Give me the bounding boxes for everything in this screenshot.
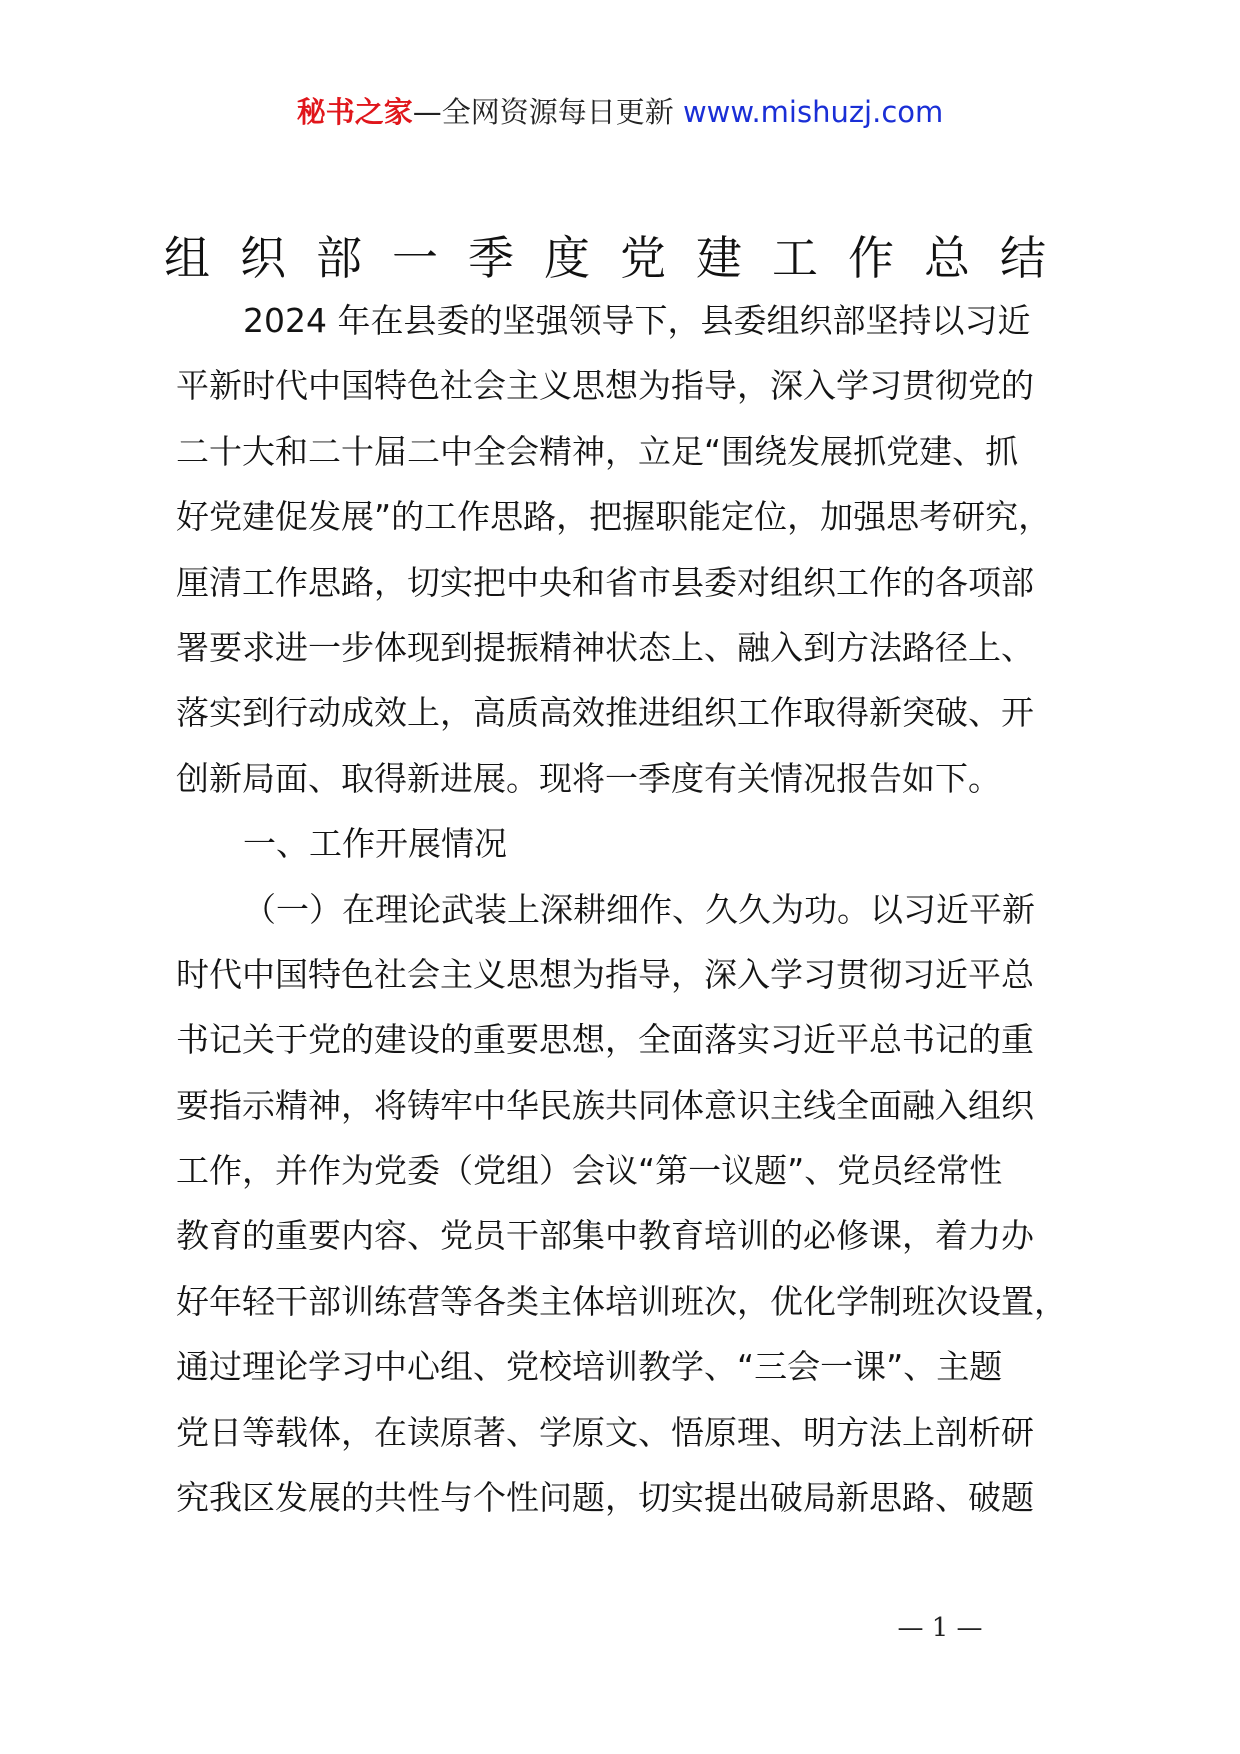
- body-line: 二十大和二十届二中全会精神，立足“围绕发展抓党建、抓: [176, 431, 1019, 471]
- body-line: 落实到行动成效上，高质高效推进组织工作取得新突破、开: [176, 693, 1034, 733]
- brand-name: 秘书之家: [296, 95, 413, 129]
- body-line: 工作，并作为党委（党组）会议“第一议题”、党员经常性: [176, 1151, 1003, 1191]
- body-line: 通过理论学习中心组、党校培训教学、“三会一课”、主题: [176, 1347, 1003, 1387]
- body-line: 2024 年在县委的坚强领导下，县委组织部坚持以习近: [243, 301, 1031, 340]
- body-line: 创新局面、取得新进展。现将一季度有关情况报告如下。: [176, 758, 1001, 798]
- body-line: 时代中国特色社会主义思想为指导，深入学习贯彻习近平总: [176, 954, 1034, 994]
- section-heading: 一、工作开展情况: [243, 824, 507, 864]
- site-header: [0, 92, 1240, 132]
- header-tagline: —全网资源每日更新: [412, 95, 674, 129]
- body-line: 厘清工作思路，切实把中央和省市县委对组织工作的各项部: [176, 562, 1034, 602]
- body-line: 究我区发展的共性与个性问题，切实提出破局新思路、破题: [176, 1478, 1034, 1518]
- body-line: 教育的重要内容、党员干部集中教育培训的必修课，着力办: [176, 1216, 1034, 1256]
- site-url-link[interactable]: www.mishuzj.com: [682, 95, 944, 129]
- body-line: 好党建促发展”的工作思路，把握职能定位，加强思考研究，: [176, 497, 1052, 537]
- body-line: 好年轻干部训练营等各类主体培训班次，优化学制班次设置，: [176, 1281, 1067, 1321]
- body-line: 党日等载体，在读原著、学原文、悟原理、明方法上剖析研: [176, 1412, 1034, 1452]
- page-number: — 1 —: [897, 1613, 983, 1643]
- body-line: （一）在理论武装上深耕细作、久久为功。以习近平新: [243, 889, 1035, 929]
- body-line: 要指示精神，将铸牢中华民族共同体意识主线全面融入组织: [176, 1085, 1034, 1125]
- body-line: 书记关于党的建设的重要思想，全面落实习近平总书记的重: [176, 1020, 1034, 1060]
- body-line: 署要求进一步体现到提振精神状态上、融入到方法路径上、: [176, 627, 1034, 667]
- document-title: 组织部一季度党建工作总结: [164, 231, 1076, 285]
- body-line: 平新时代中国特色社会主义思想为指导，深入学习贯彻党的: [176, 366, 1034, 406]
- document-body: [176, 288, 1106, 1530]
